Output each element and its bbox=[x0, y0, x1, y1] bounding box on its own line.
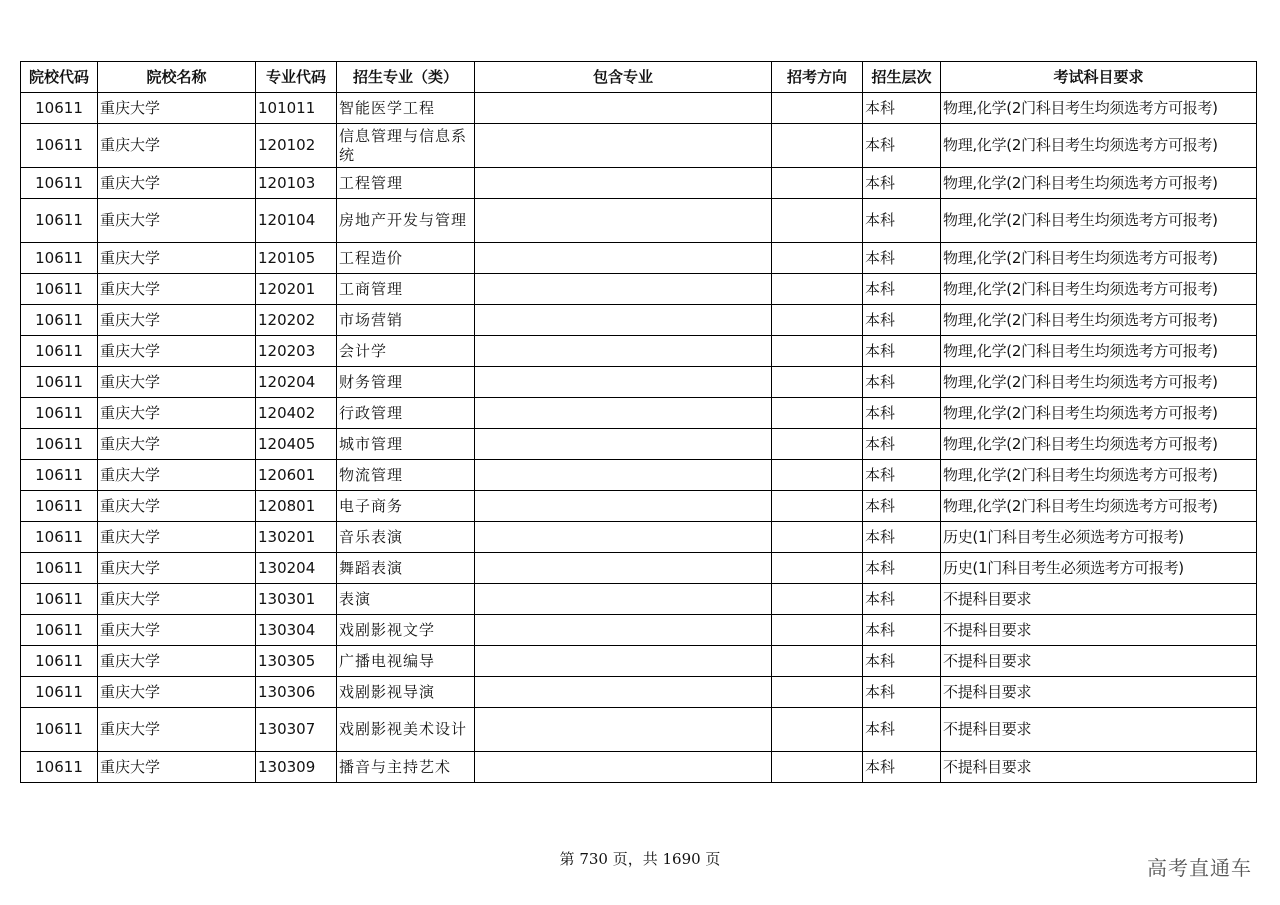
level-cell: 本科 bbox=[863, 168, 941, 199]
school-name-cell: 重庆大学 bbox=[98, 367, 256, 398]
direction-cell bbox=[772, 93, 863, 124]
requirement-cell: 物理,化学(2门科目考生均须选考方可报考) bbox=[941, 460, 1257, 491]
included-majors-cell bbox=[475, 522, 772, 553]
direction-cell bbox=[772, 305, 863, 336]
table-row bbox=[21, 522, 1257, 553]
level-cell: 本科 bbox=[863, 615, 941, 646]
major-code-cell: 120102 bbox=[256, 124, 337, 168]
direction-cell bbox=[772, 429, 863, 460]
major-code-cell: 130307 bbox=[256, 708, 337, 752]
level-cell: 本科 bbox=[863, 460, 941, 491]
major-cell: 城市管理 bbox=[337, 429, 475, 460]
major-cell: 广播电视编导 bbox=[337, 646, 475, 677]
header-major: 招生专业（类） bbox=[337, 62, 475, 93]
school-name-cell: 重庆大学 bbox=[98, 305, 256, 336]
school-code-cell: 10611 bbox=[21, 93, 98, 124]
page-footer bbox=[0, 848, 1280, 869]
included-majors-cell bbox=[475, 93, 772, 124]
major-cell: 物流管理 bbox=[337, 460, 475, 491]
school-name-cell: 重庆大学 bbox=[98, 429, 256, 460]
direction-cell bbox=[772, 646, 863, 677]
school-code-cell: 10611 bbox=[21, 584, 98, 615]
direction-cell bbox=[772, 491, 863, 522]
major-cell: 音乐表演 bbox=[337, 522, 475, 553]
direction-cell bbox=[772, 677, 863, 708]
direction-cell bbox=[772, 367, 863, 398]
included-majors-cell bbox=[475, 752, 772, 783]
school-name-cell: 重庆大学 bbox=[98, 243, 256, 274]
table-row bbox=[21, 336, 1257, 367]
school-name-cell: 重庆大学 bbox=[98, 646, 256, 677]
major-cell: 会计学 bbox=[337, 336, 475, 367]
level-cell: 本科 bbox=[863, 584, 941, 615]
header-requirement: 考试科目要求 bbox=[941, 62, 1257, 93]
requirement-cell: 物理,化学(2门科目考生均须选考方可报考) bbox=[941, 367, 1257, 398]
major-code-cell: 130301 bbox=[256, 584, 337, 615]
major-cell: 播音与主持艺术 bbox=[337, 752, 475, 783]
direction-cell bbox=[772, 274, 863, 305]
table-row bbox=[21, 584, 1257, 615]
level-cell: 本科 bbox=[863, 243, 941, 274]
requirement-cell: 物理,化学(2门科目考生均须选考方可报考) bbox=[941, 491, 1257, 522]
school-code-cell: 10611 bbox=[21, 553, 98, 584]
major-cell: 市场营销 bbox=[337, 305, 475, 336]
school-name-cell: 重庆大学 bbox=[98, 553, 256, 584]
school-code-cell: 10611 bbox=[21, 708, 98, 752]
major-code-cell: 120201 bbox=[256, 274, 337, 305]
school-code-cell: 10611 bbox=[21, 491, 98, 522]
school-name-cell: 重庆大学 bbox=[98, 336, 256, 367]
level-cell: 本科 bbox=[863, 553, 941, 584]
level-cell: 本科 bbox=[863, 429, 941, 460]
requirement-cell: 物理,化学(2门科目考生均须选考方可报考) bbox=[941, 305, 1257, 336]
header-level: 招生层次 bbox=[863, 62, 941, 93]
major-cell: 智能医学工程 bbox=[337, 93, 475, 124]
header-school-code: 院校代码 bbox=[21, 62, 98, 93]
table-body bbox=[21, 93, 1257, 783]
major-code-cell: 120103 bbox=[256, 168, 337, 199]
direction-cell bbox=[772, 522, 863, 553]
requirement-cell: 物理,化学(2门科目考生均须选考方可报考) bbox=[941, 199, 1257, 243]
direction-cell bbox=[772, 584, 863, 615]
major-cell: 戏剧影视美术设计 bbox=[337, 708, 475, 752]
header-row bbox=[21, 62, 1257, 93]
school-name-cell: 重庆大学 bbox=[98, 199, 256, 243]
major-cell: 工程管理 bbox=[337, 168, 475, 199]
requirement-cell: 历史(1门科目考生必须选考方可报考) bbox=[941, 522, 1257, 553]
major-cell: 财务管理 bbox=[337, 367, 475, 398]
level-cell: 本科 bbox=[863, 93, 941, 124]
requirement-cell: 不提科目要求 bbox=[941, 646, 1257, 677]
table-row bbox=[21, 274, 1257, 305]
major-code-cell: 120402 bbox=[256, 398, 337, 429]
table-row bbox=[21, 168, 1257, 199]
school-code-cell: 10611 bbox=[21, 646, 98, 677]
major-cell: 电子商务 bbox=[337, 491, 475, 522]
school-code-cell: 10611 bbox=[21, 429, 98, 460]
table-row bbox=[21, 646, 1257, 677]
header-school-name: 院校名称 bbox=[98, 62, 256, 93]
school-code-cell: 10611 bbox=[21, 336, 98, 367]
table-row bbox=[21, 708, 1257, 752]
table-row bbox=[21, 93, 1257, 124]
level-cell: 本科 bbox=[863, 398, 941, 429]
direction-cell bbox=[772, 336, 863, 367]
requirement-cell: 历史(1门科目考生必须选考方可报考) bbox=[941, 553, 1257, 584]
included-majors-cell bbox=[475, 124, 772, 168]
included-majors-cell bbox=[475, 677, 772, 708]
included-majors-cell bbox=[475, 460, 772, 491]
level-cell: 本科 bbox=[863, 752, 941, 783]
direction-cell bbox=[772, 615, 863, 646]
level-cell: 本科 bbox=[863, 367, 941, 398]
table-row bbox=[21, 429, 1257, 460]
major-code-cell: 120105 bbox=[256, 243, 337, 274]
school-name-cell: 重庆大学 bbox=[98, 708, 256, 752]
level-cell: 本科 bbox=[863, 305, 941, 336]
school-name-cell: 重庆大学 bbox=[98, 584, 256, 615]
included-majors-cell bbox=[475, 305, 772, 336]
level-cell: 本科 bbox=[863, 677, 941, 708]
included-majors-cell bbox=[475, 274, 772, 305]
school-code-cell: 10611 bbox=[21, 367, 98, 398]
school-name-cell: 重庆大学 bbox=[98, 93, 256, 124]
admission-table bbox=[20, 61, 1257, 783]
table-row bbox=[21, 553, 1257, 584]
level-cell: 本科 bbox=[863, 491, 941, 522]
header-major-code: 专业代码 bbox=[256, 62, 337, 93]
included-majors-cell bbox=[475, 429, 772, 460]
page-number: 第 730 页，共 1690 页 bbox=[559, 850, 721, 868]
included-majors-cell bbox=[475, 584, 772, 615]
school-name-cell: 重庆大学 bbox=[98, 615, 256, 646]
direction-cell bbox=[772, 199, 863, 243]
requirement-cell: 物理,化学(2门科目考生均须选考方可报考) bbox=[941, 124, 1257, 168]
included-majors-cell bbox=[475, 336, 772, 367]
requirement-cell: 不提科目要求 bbox=[941, 677, 1257, 708]
level-cell: 本科 bbox=[863, 708, 941, 752]
requirement-cell: 物理,化学(2门科目考生均须选考方可报考) bbox=[941, 168, 1257, 199]
table-row bbox=[21, 243, 1257, 274]
major-code-cell: 101011 bbox=[256, 93, 337, 124]
included-majors-cell bbox=[475, 615, 772, 646]
major-code-cell: 130305 bbox=[256, 646, 337, 677]
major-code-cell: 120204 bbox=[256, 367, 337, 398]
direction-cell bbox=[772, 243, 863, 274]
school-code-cell: 10611 bbox=[21, 522, 98, 553]
school-name-cell: 重庆大学 bbox=[98, 522, 256, 553]
school-name-cell: 重庆大学 bbox=[98, 491, 256, 522]
requirement-cell: 物理,化学(2门科目考生均须选考方可报考) bbox=[941, 429, 1257, 460]
requirement-cell: 物理,化学(2门科目考生均须选考方可报考) bbox=[941, 243, 1257, 274]
direction-cell bbox=[772, 124, 863, 168]
school-code-cell: 10611 bbox=[21, 274, 98, 305]
major-cell: 工商管理 bbox=[337, 274, 475, 305]
major-cell: 舞蹈表演 bbox=[337, 553, 475, 584]
included-majors-cell bbox=[475, 367, 772, 398]
direction-cell bbox=[772, 553, 863, 584]
major-code-cell: 130304 bbox=[256, 615, 337, 646]
school-name-cell: 重庆大学 bbox=[98, 124, 256, 168]
school-name-cell: 重庆大学 bbox=[98, 168, 256, 199]
included-majors-cell bbox=[475, 199, 772, 243]
school-name-cell: 重庆大学 bbox=[98, 398, 256, 429]
included-majors-cell bbox=[475, 708, 772, 752]
major-cell: 表演 bbox=[337, 584, 475, 615]
table-row bbox=[21, 491, 1257, 522]
major-code-cell: 120405 bbox=[256, 429, 337, 460]
requirement-cell: 物理,化学(2门科目考生均须选考方可报考) bbox=[941, 93, 1257, 124]
school-code-cell: 10611 bbox=[21, 305, 98, 336]
requirement-cell: 物理,化学(2门科目考生均须选考方可报考) bbox=[941, 336, 1257, 367]
major-cell: 房地产开发与管理 bbox=[337, 199, 475, 243]
major-cell: 戏剧影视文学 bbox=[337, 615, 475, 646]
level-cell: 本科 bbox=[863, 199, 941, 243]
level-cell: 本科 bbox=[863, 646, 941, 677]
table-row bbox=[21, 367, 1257, 398]
header-included-majors: 包含专业 bbox=[475, 62, 772, 93]
school-code-cell: 10611 bbox=[21, 615, 98, 646]
requirement-cell: 不提科目要求 bbox=[941, 752, 1257, 783]
included-majors-cell bbox=[475, 398, 772, 429]
school-code-cell: 10611 bbox=[21, 168, 98, 199]
major-code-cell: 120601 bbox=[256, 460, 337, 491]
major-code-cell: 130309 bbox=[256, 752, 337, 783]
table-row bbox=[21, 124, 1257, 168]
school-code-cell: 10611 bbox=[21, 677, 98, 708]
school-name-cell: 重庆大学 bbox=[98, 274, 256, 305]
school-code-cell: 10611 bbox=[21, 124, 98, 168]
school-name-cell: 重庆大学 bbox=[98, 752, 256, 783]
requirement-cell: 物理,化学(2门科目考生均须选考方可报考) bbox=[941, 274, 1257, 305]
level-cell: 本科 bbox=[863, 336, 941, 367]
major-code-cell: 130204 bbox=[256, 553, 337, 584]
direction-cell bbox=[772, 708, 863, 752]
major-cell: 戏剧影视导演 bbox=[337, 677, 475, 708]
table-row bbox=[21, 677, 1257, 708]
table-row bbox=[21, 199, 1257, 243]
direction-cell bbox=[772, 168, 863, 199]
requirement-cell: 不提科目要求 bbox=[941, 708, 1257, 752]
level-cell: 本科 bbox=[863, 124, 941, 168]
level-cell: 本科 bbox=[863, 522, 941, 553]
table-row bbox=[21, 752, 1257, 783]
level-cell: 本科 bbox=[863, 274, 941, 305]
major-code-cell: 120104 bbox=[256, 199, 337, 243]
table-row bbox=[21, 305, 1257, 336]
school-name-cell: 重庆大学 bbox=[98, 677, 256, 708]
direction-cell bbox=[772, 752, 863, 783]
watermark: 高考直通车 bbox=[1147, 856, 1252, 880]
major-code-cell: 130201 bbox=[256, 522, 337, 553]
school-code-cell: 10611 bbox=[21, 398, 98, 429]
included-majors-cell bbox=[475, 491, 772, 522]
included-majors-cell bbox=[475, 553, 772, 584]
school-code-cell: 10611 bbox=[21, 243, 98, 274]
included-majors-cell bbox=[475, 243, 772, 274]
direction-cell bbox=[772, 460, 863, 491]
school-name-cell: 重庆大学 bbox=[98, 460, 256, 491]
major-cell: 工程造价 bbox=[337, 243, 475, 274]
school-code-cell: 10611 bbox=[21, 460, 98, 491]
school-code-cell: 10611 bbox=[21, 752, 98, 783]
included-majors-cell bbox=[475, 646, 772, 677]
requirement-cell: 物理,化学(2门科目考生均须选考方可报考) bbox=[941, 398, 1257, 429]
requirement-cell: 不提科目要求 bbox=[941, 584, 1257, 615]
table-row bbox=[21, 398, 1257, 429]
included-majors-cell bbox=[475, 168, 772, 199]
major-code-cell: 120801 bbox=[256, 491, 337, 522]
major-code-cell: 130306 bbox=[256, 677, 337, 708]
table-row bbox=[21, 615, 1257, 646]
requirement-cell: 不提科目要求 bbox=[941, 615, 1257, 646]
header-direction: 招考方向 bbox=[772, 62, 863, 93]
major-cell: 行政管理 bbox=[337, 398, 475, 429]
school-code-cell: 10611 bbox=[21, 199, 98, 243]
major-code-cell: 120202 bbox=[256, 305, 337, 336]
major-cell: 信息管理与信息系统 bbox=[337, 124, 475, 168]
direction-cell bbox=[772, 398, 863, 429]
table-row bbox=[21, 460, 1257, 491]
major-code-cell: 120203 bbox=[256, 336, 337, 367]
